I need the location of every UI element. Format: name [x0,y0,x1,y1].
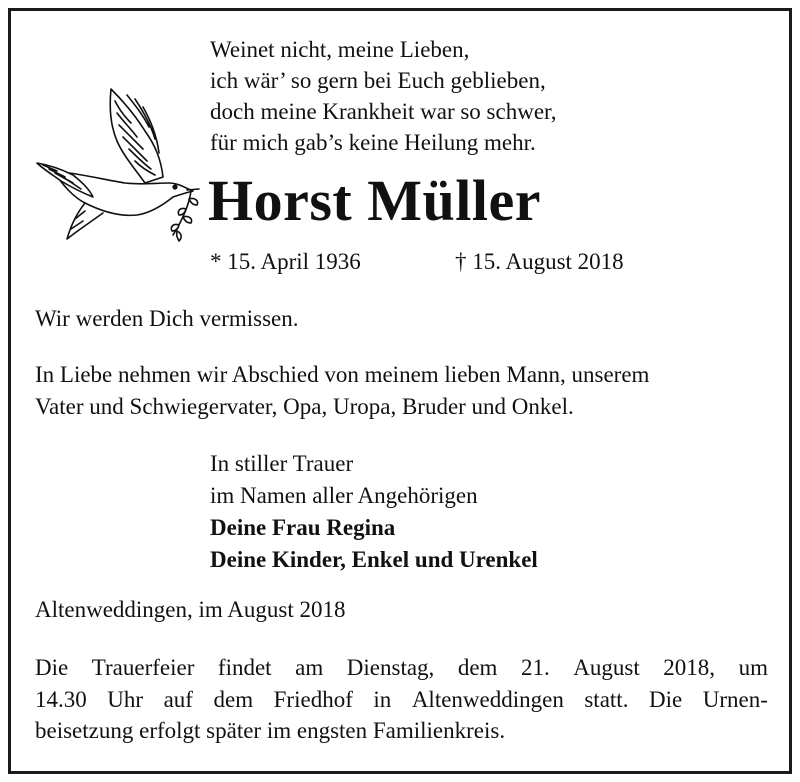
poem [210,34,557,158]
farewell-line: In Liebe nehmen wir Abschied von meinem lieben Mann, unserem [35,362,650,387]
place-date: Altenweddingen, im August 2018 [35,597,346,622]
signoff-wife: Deine Frau Regina [210,515,396,540]
death-date: † 15. August 2018 [455,249,624,274]
signoff [210,448,538,576]
poem-line: für mich gab’s keine Heilung mehr. [210,130,536,155]
dove-with-olive-branch-icon [23,79,209,251]
signoff-family: Deine Kinder, Enkel und Urenkel [210,547,538,572]
deceased-name: Horst Müller [208,168,541,233]
obituary-notice [8,8,792,774]
birth-date: * 15. April 1936 [210,249,361,274]
poem-line: ich wär’ so gern bei Euch geblieben, [210,68,546,93]
poem-line: doch meine Krankheit war so schwer, [210,99,557,124]
funeral-line: 14.30 Uhr auf dem Friedhof in Altenweddingen statt. Die Urnen- [35,686,768,712]
farewell-message [35,359,649,423]
signoff-line: im Namen aller Angehörigen [210,483,478,508]
life-dates [210,247,624,277]
signoff-line: In stiller Trauer [210,451,354,476]
funeral-info [35,652,768,747]
farewell-line: Vater und Schwiegervater, Opa, Uropa, Bruder und Onkel. [35,394,574,419]
miss-message: Wir werden Dich vermissen. [35,306,299,331]
poem-line: Weinet nicht, meine Lieben, [210,37,470,62]
funeral-line: Die Trauerfeier findet am Dienstag, dem 21. August 2018, um [35,655,768,680]
funeral-line: beisetzung erfolgt später im engsten Familienkreis. [35,718,506,743]
